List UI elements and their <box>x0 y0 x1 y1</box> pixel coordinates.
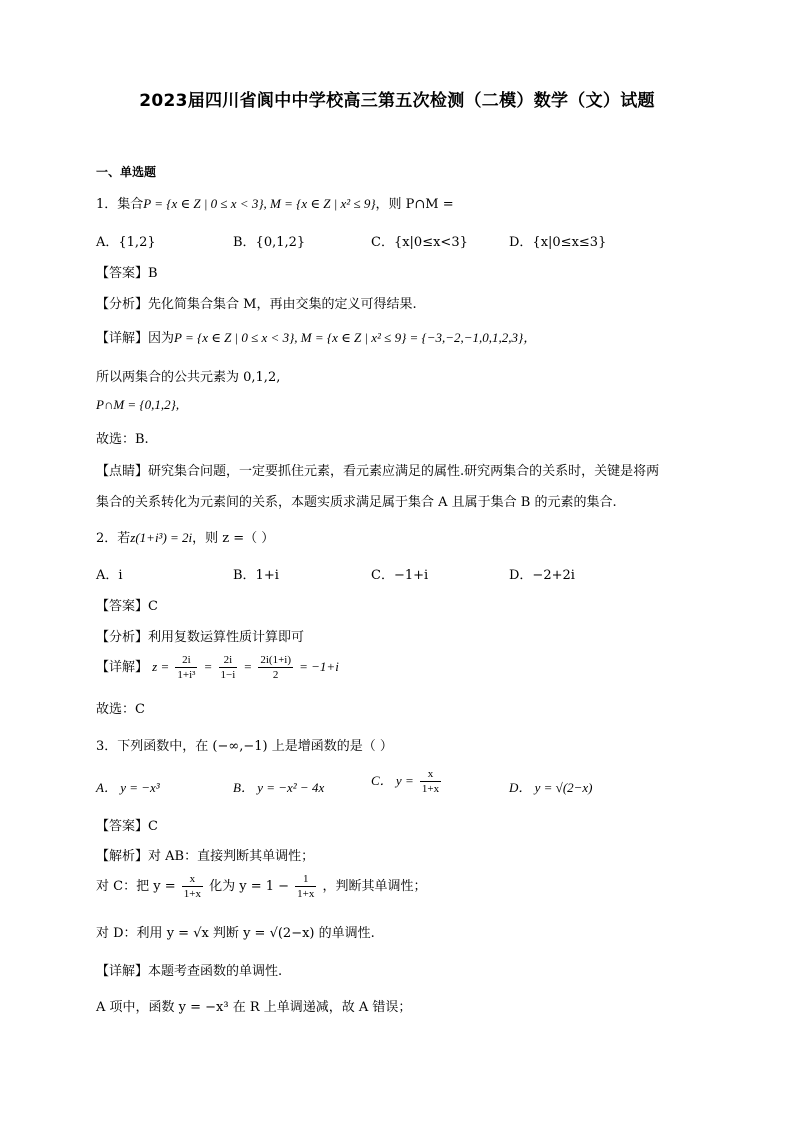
q2-eq-1: = <box>203 659 213 674</box>
q3-detail: 【详解】本题考查函数的单调性. <box>96 964 283 979</box>
frac-denominator: 1+x <box>297 888 315 900</box>
q1-math: P = {x ∈ Z | 0 ≤ x < 3}, M = {x ∈ Z | x² ≤ 9} <box>143 196 376 211</box>
frac-numerator: 2i <box>219 653 238 668</box>
q3-d-line: 对 D：利用 y = √x 判断 y = √(2−x) 的单调性. <box>96 926 375 941</box>
frac-numerator: 1 <box>295 872 316 887</box>
q3-c-prefix: 对 C：把 y = <box>96 879 176 894</box>
q2-fraction-2 <box>219 653 238 682</box>
q2-option-c: C．−1+i <box>371 568 429 583</box>
q3-option-c-fraction <box>420 767 441 796</box>
q2-detail-z: z = <box>152 659 170 674</box>
q1-option-b: B．{0,1,2} <box>233 235 306 250</box>
frac-denominator: 1−i <box>220 669 236 681</box>
q3-option-c <box>371 767 443 796</box>
frac-numerator: 2i(1+i) <box>260 654 291 666</box>
q2-option-a: A．i <box>96 568 123 583</box>
frac-denominator: 2 <box>272 669 279 681</box>
frac-numerator: x <box>420 767 441 782</box>
q1-detail-math: P = {x ∈ Z | 0 ≤ x < 3}, M = {x ∈ Z | x² ≤ 9} = {−3,−2,−1,0,1,2,3}， <box>174 330 537 345</box>
q1-comment-2: 集合的关系转化为元素间的关系，本题实质求满足属于集合 A 且属于集合 B 的元素的集合. <box>96 495 617 510</box>
q1-option-c: C．{x|0≤x<3} <box>371 235 468 250</box>
q3-option-c-prefix: C． y = <box>371 773 414 788</box>
q1-suffix: ，则 P∩M = <box>375 197 454 212</box>
q1-detail-prefix: 【详解】因为 <box>96 331 175 346</box>
frac-numerator: x <box>182 872 203 887</box>
question-3-stem: 3．下列函数中，在 (−∞,−1) 上是增函数的是（ ） <box>96 739 393 754</box>
q2-detail <box>96 653 339 682</box>
q2-choose: 故选：C <box>96 702 145 717</box>
frac-denominator: 1+x <box>183 888 201 900</box>
q1-prefix: 1．集合 <box>96 197 144 212</box>
q1-detail <box>96 327 536 346</box>
q2-eq-2: = <box>243 659 253 674</box>
question-1-stem <box>96 193 454 212</box>
q1-line4: 故选：B. <box>96 432 149 447</box>
q1-option-a: A．{1,2} <box>96 235 156 250</box>
q2-answer: 【答案】C <box>96 599 158 614</box>
q2-result: = −1+i <box>299 659 339 674</box>
q3-c-suffix: ，判断其单调性； <box>322 879 427 894</box>
q3-c-fraction-2 <box>295 872 316 901</box>
q2-math: z(1+i³) = 2i <box>130 530 193 545</box>
q2-option-d: D．−2+2i <box>509 568 575 583</box>
q3-c-fraction-1 <box>182 872 203 901</box>
q3-answer: 【答案】C <box>96 819 158 834</box>
page-title: 2023届四川省阆中中学校高三第五次检测（二模）数学（文）试题 <box>139 91 655 111</box>
q1-answer: 【答案】B <box>96 266 158 281</box>
q2-prefix: 2．若 <box>96 531 131 546</box>
frac-denominator: 1+x <box>421 783 440 795</box>
frac-denominator: 1+i³ <box>177 669 196 681</box>
q2-fraction-3 <box>258 653 293 682</box>
q3-a-line: A 项中，函数 y = −x³ 在 R 上单调递减，故 A 错误； <box>96 1000 412 1015</box>
q3-option-a: A． y = −x³ <box>96 780 160 795</box>
q1-comment-1: 【点睛】研究集合问题，一定要抓住元素，看元素应满足的属性.研究两集合的关系时，关键是将两 <box>96 464 660 479</box>
q1-option-d: D．{x|0≤x≤3} <box>509 235 607 250</box>
q2-suffix: ，则 z =（ ） <box>192 531 275 546</box>
q1-line3: P∩M = {0,1,2}, <box>96 397 180 412</box>
q3-option-d: D． y = √(2−x) <box>509 780 593 795</box>
question-2-stem <box>96 527 274 546</box>
q2-fraction-1 <box>175 653 197 682</box>
q1-line2: 所以两集合的公共元素为 0,1,2, <box>96 370 281 385</box>
q3-c-line <box>96 872 427 901</box>
frac-numerator: 2i <box>175 653 197 668</box>
section-heading: 一、单选题 <box>96 165 157 179</box>
q3-option-b: B． y = −x² − 4x <box>233 780 325 795</box>
q3-analysis: 【解析】对 AB：直接判断其单调性； <box>96 849 315 864</box>
q2-detail-prefix: 【详解】 <box>96 660 149 675</box>
q3-c-mid: 化为 y = 1 − <box>209 879 290 894</box>
q1-analysis: 【分析】先化简集合集合 M，再由交集的定义可得结果. <box>96 297 417 312</box>
q2-analysis: 【分析】利用复数运算性质计算即可 <box>96 630 305 645</box>
q2-option-b: B．1+i <box>233 568 279 583</box>
